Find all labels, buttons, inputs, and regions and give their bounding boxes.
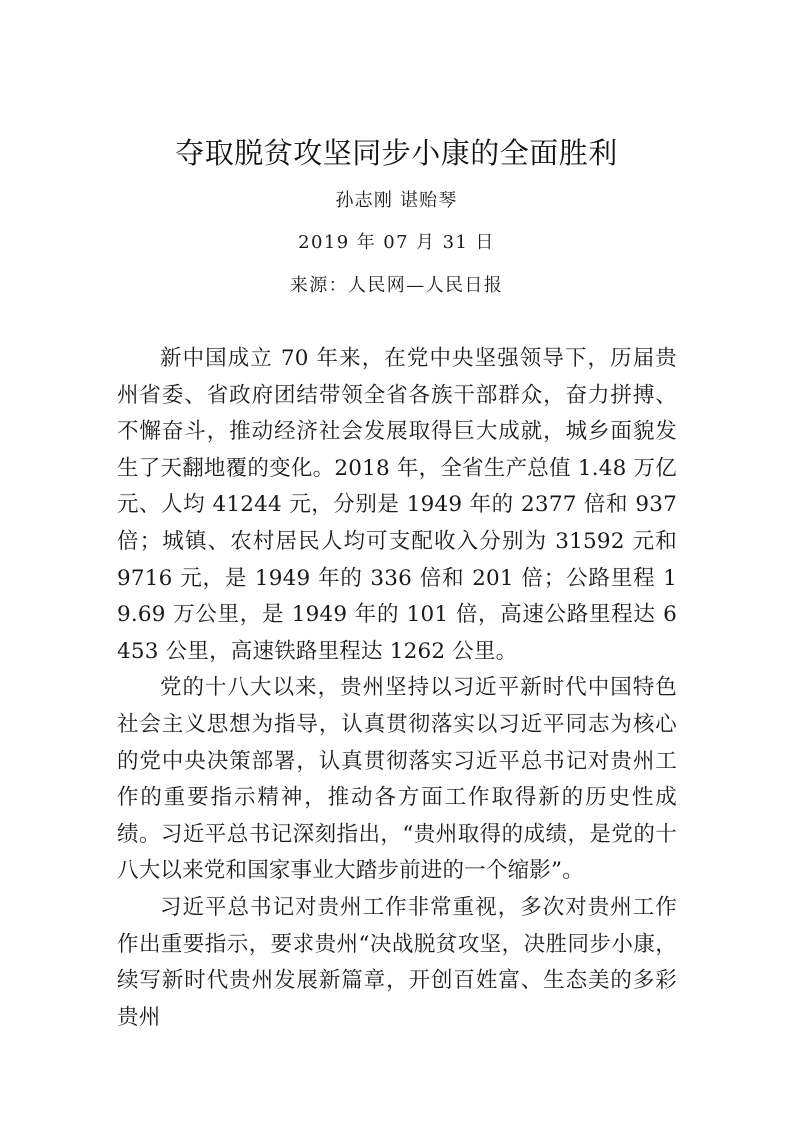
body-paragraph: 党的十八大以来，贵州坚持以习近平新时代中国特色社会主义思想为指导，认真贯彻落实以习近平同志为核心的党中央决策部署，认真贯彻落实习近平总书记对贵州工作的重要指示精神，推动各方面工作取得新的历史性成绩。习近平总书记深刻指出，“贵州取得的成绩，是党的十八大以来党和国家事业大踏步前进的一个缩影”。 bbox=[117, 675, 677, 884]
body-paragraph: 新中国成立 70 年来，在党中央坚强领导下，历届贵州省委、省政府团结带领全省各族干部群众，奋力拼搏、不懈奋斗，推动经济社会发展取得巨大成就，城乡面貌发生了天翻地覆的变化。2018 年，全省生产总值 1.48 万亿元、人均 41244 元，分别是 1949 年的 2377 倍和 937 倍；城镇、农村居民人均可支配收入分别为 31592 元和 9716 元，是 1949 年的 336 倍和 201 倍；公路里程 19.69 万公里，是 1949 年的 101 倍，高速公路里程达 6453 公里，高速铁路里程达 1262 公里。 bbox=[117, 346, 677, 664]
body-paragraph: 习近平总书记对贵州工作非常重视，多次对贵州工作作出重要指示，要求贵州“决战脱贫攻坚，决胜同步小康，续写新时代贵州发展新篇章，开创百姓富、生态美的多彩贵州 bbox=[117, 894, 677, 1030]
document-masthead bbox=[0, 0, 793, 301]
document-date: 2019 年 07 月 31 日 bbox=[298, 232, 495, 253]
article-body bbox=[117, 341, 677, 1036]
document-authors: 孙志刚 谌贻琴 bbox=[335, 190, 458, 211]
page-title: 夺取脱贫攻坚同步小康的全面胜利 bbox=[175, 136, 618, 170]
document-source: 来源：人民网—人民日报 bbox=[289, 275, 504, 296]
